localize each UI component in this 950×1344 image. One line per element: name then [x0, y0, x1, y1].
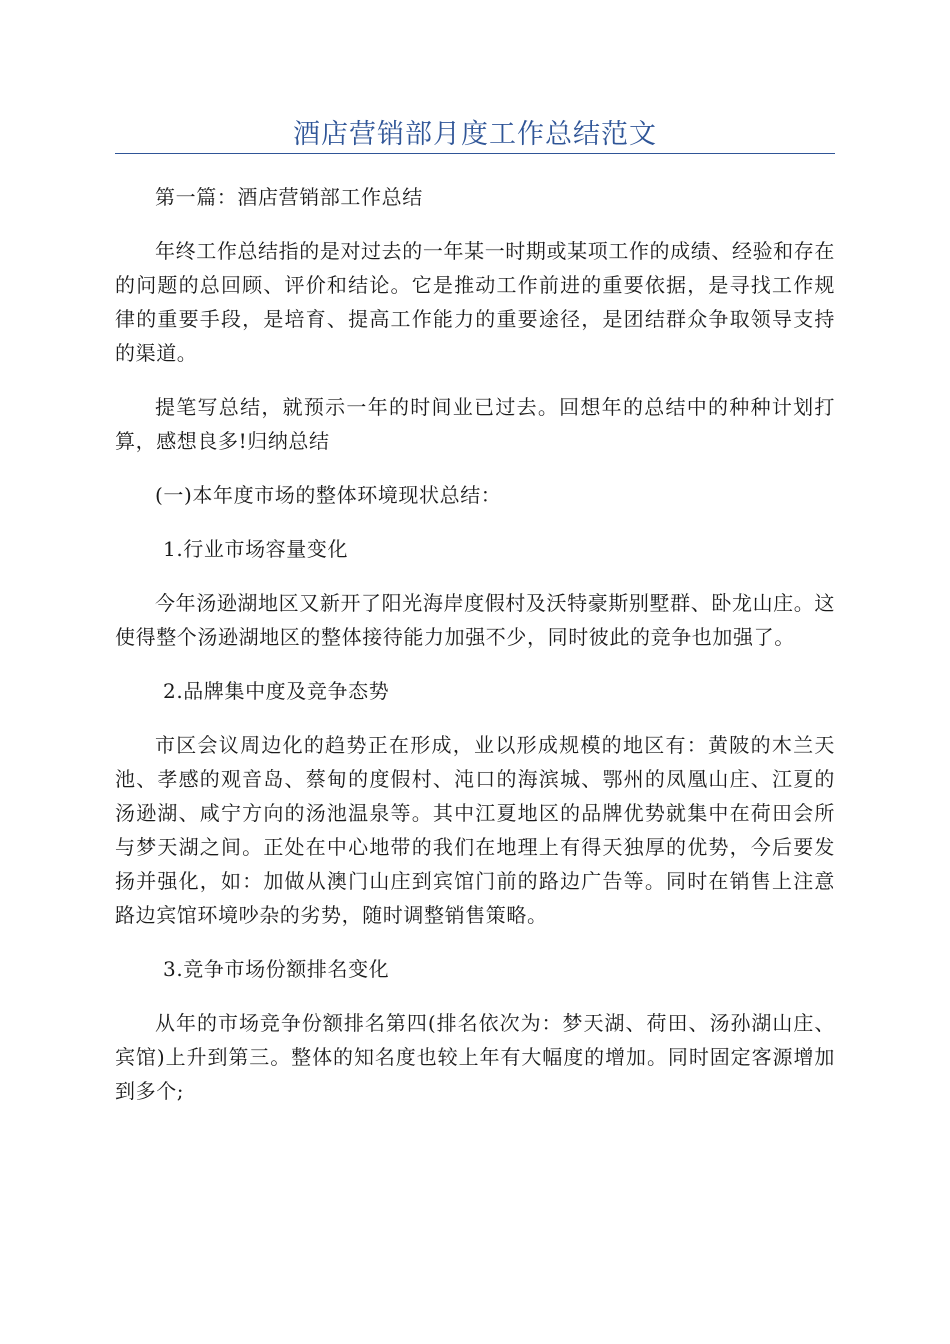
- item-heading-2: 2.品牌集中度及竞争态势: [163, 679, 390, 703]
- section-heading: 第一篇：酒店营销部工作总结: [155, 185, 423, 209]
- subsection-heading: (一)本年度市场的整体环境现状总结：: [155, 483, 502, 507]
- paragraph-intro: 年终工作总结指的是对过去的一年某一时期或某项工作的成绩、经验和存在的问题的总回顾、评价和结论。它是推动工作前进的重要依据，是寻找工作规律的重要手段，是培育、提高工作能力的重要途径，是团结群众争取领导支持的渠道。: [115, 239, 835, 365]
- item-text-2: 市区会议周边化的趋势正在形成，业以形成规模的地区有：黄陂的木兰天池、孝感的观音岛、蔡甸的度假村、沌口的海滨城、鄂州的凤凰山庄、江夏的汤逊湖、咸宁方向的汤池温泉等。其中江夏地区的品牌优势就集中在荷田会所与梦天湖之间。正处在中心地带的我们在地理上有得天独厚的优势，今后要发扬并强化，如：加做从澳门山庄到宾馆门前的路边广告等。同时在销售上注意路边宾馆环境吵杂的劣势，随时调整销售策略。: [115, 733, 835, 927]
- document-body: [115, 180, 835, 1128]
- document-title: 酒店营销部月度工作总结范文: [293, 119, 657, 150]
- item-text-1: 今年汤逊湖地区又新开了阳光海岸度假村及沃特豪斯别墅群、卧龙山庄。这使得整个汤逊湖地区的整体接待能力加强不少，同时彼此的竞争也加强了。: [115, 591, 835, 649]
- paragraph-reflection: 提笔写总结，就预示一年的时间业已过去。回想年的总结中的种种计划打算，感想良多!归纳总结: [115, 395, 835, 453]
- title-underline: [115, 153, 835, 154]
- item-heading-3: 3.竞争市场份额排名变化: [163, 957, 390, 981]
- item-text-3: 从年的市场竞争份额排名第四(排名依次为：梦天湖、荷田、汤孙湖山庄、宾馆)上升到第三。整体的知名度也较上年有大幅度的增加。同时固定客源增加到多个;: [115, 1011, 835, 1103]
- item-heading-1: 1.行业市场容量变化: [163, 537, 349, 561]
